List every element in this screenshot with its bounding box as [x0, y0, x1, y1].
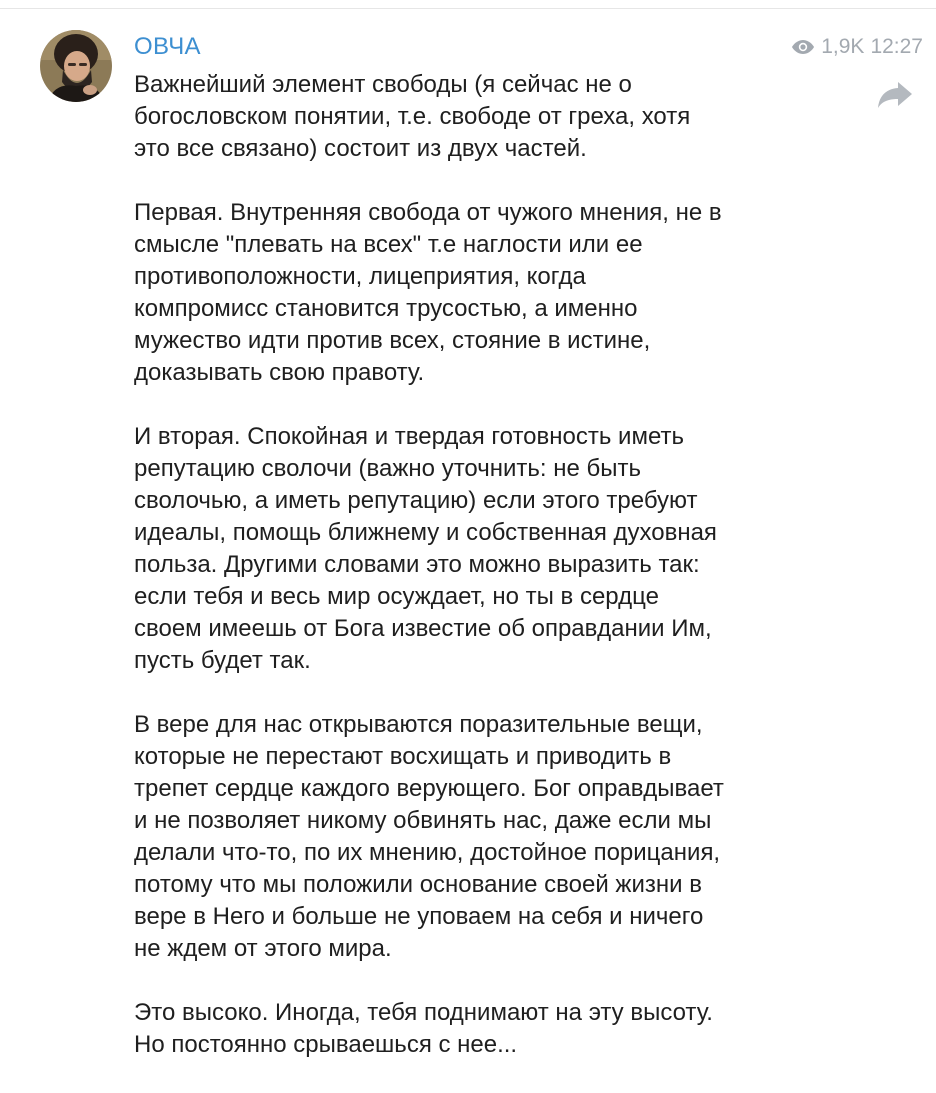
text-line: своем имеешь от Бога известие об оправдании Им, [134, 615, 712, 642]
paragraph-5 [134, 997, 834, 1061]
eye-icon [791, 39, 815, 55]
text-line: сволочью, а иметь репутацию) если этого требуют [134, 487, 698, 514]
text-line: богословском понятии, т.е. свободе от греха, хотя [134, 103, 691, 130]
paragraph-1 [134, 69, 834, 165]
channel-post [0, 9, 936, 1058]
priest-avatar-icon [40, 30, 112, 102]
text-line: Но постоянно срываешься с нее... [134, 1031, 518, 1058]
paragraph-3 [134, 421, 834, 677]
text-line: Это высоко. Иногда, тебя поднимают на эту высоту. [134, 999, 713, 1026]
view-count: 1,9K [821, 35, 865, 58]
text-line: если тебя и весь мир осуждает, но ты в сердце [134, 583, 659, 610]
post-meta [791, 34, 923, 60]
post-text [134, 69, 834, 1093]
share-arrow-icon [876, 79, 914, 111]
text-line: смысле "плевать на всех" т.е наглости или ее [134, 231, 643, 258]
text-line: противоположности, лицеприятия, когда [134, 263, 586, 290]
text-line: Важнейший элемент свободы (я сейчас не о [134, 71, 632, 98]
text-line: Первая. Внутренняя свобода от чужого мнения, не в [134, 199, 722, 226]
text-line: И вторая. Спокойная и твердая готовность иметь [134, 423, 684, 450]
text-line: трепет сердце каждого верующего. Бог оправдывает [134, 775, 724, 802]
text-line: делали что-то, по их мнению, достойное порицания, [134, 839, 721, 866]
text-line: пусть будет так. [134, 647, 311, 674]
text-line: потому что мы положили основание своей жизни в [134, 871, 702, 898]
paragraph-4 [134, 709, 834, 965]
paragraph-2 [134, 197, 834, 389]
text-line: репутацию сволочи (важно уточнить: не быть [134, 455, 641, 482]
text-line: и не позволяет никому обвинять нас, даже если мы [134, 807, 712, 834]
author-avatar[interactable] [40, 30, 112, 102]
text-line: не ждем от этого мира. [134, 935, 392, 962]
share-button[interactable] [876, 79, 914, 111]
author-name[interactable]: ОВЧА [134, 33, 201, 60]
text-line: мужество идти против всех, стояние в истине, [134, 327, 651, 354]
text-line: идеалы, помощь ближнему и собственная духовная [134, 519, 717, 546]
text-line: которые не перестают восхищать и приводить в [134, 743, 672, 770]
post-time: 12:27 [870, 35, 923, 58]
text-line: польза. Другими словами это можно выразить так: [134, 551, 700, 578]
text-line: компромисс становится трусостью, а именно [134, 295, 638, 322]
text-line: доказывать свою правоту. [134, 359, 425, 386]
text-line: В вере для нас открываются поразительные вещи, [134, 711, 703, 738]
text-line: вере в Него и больше не уповаем на себя и ничего [134, 903, 704, 930]
text-line: это все связано) состоит из двух частей. [134, 135, 587, 162]
